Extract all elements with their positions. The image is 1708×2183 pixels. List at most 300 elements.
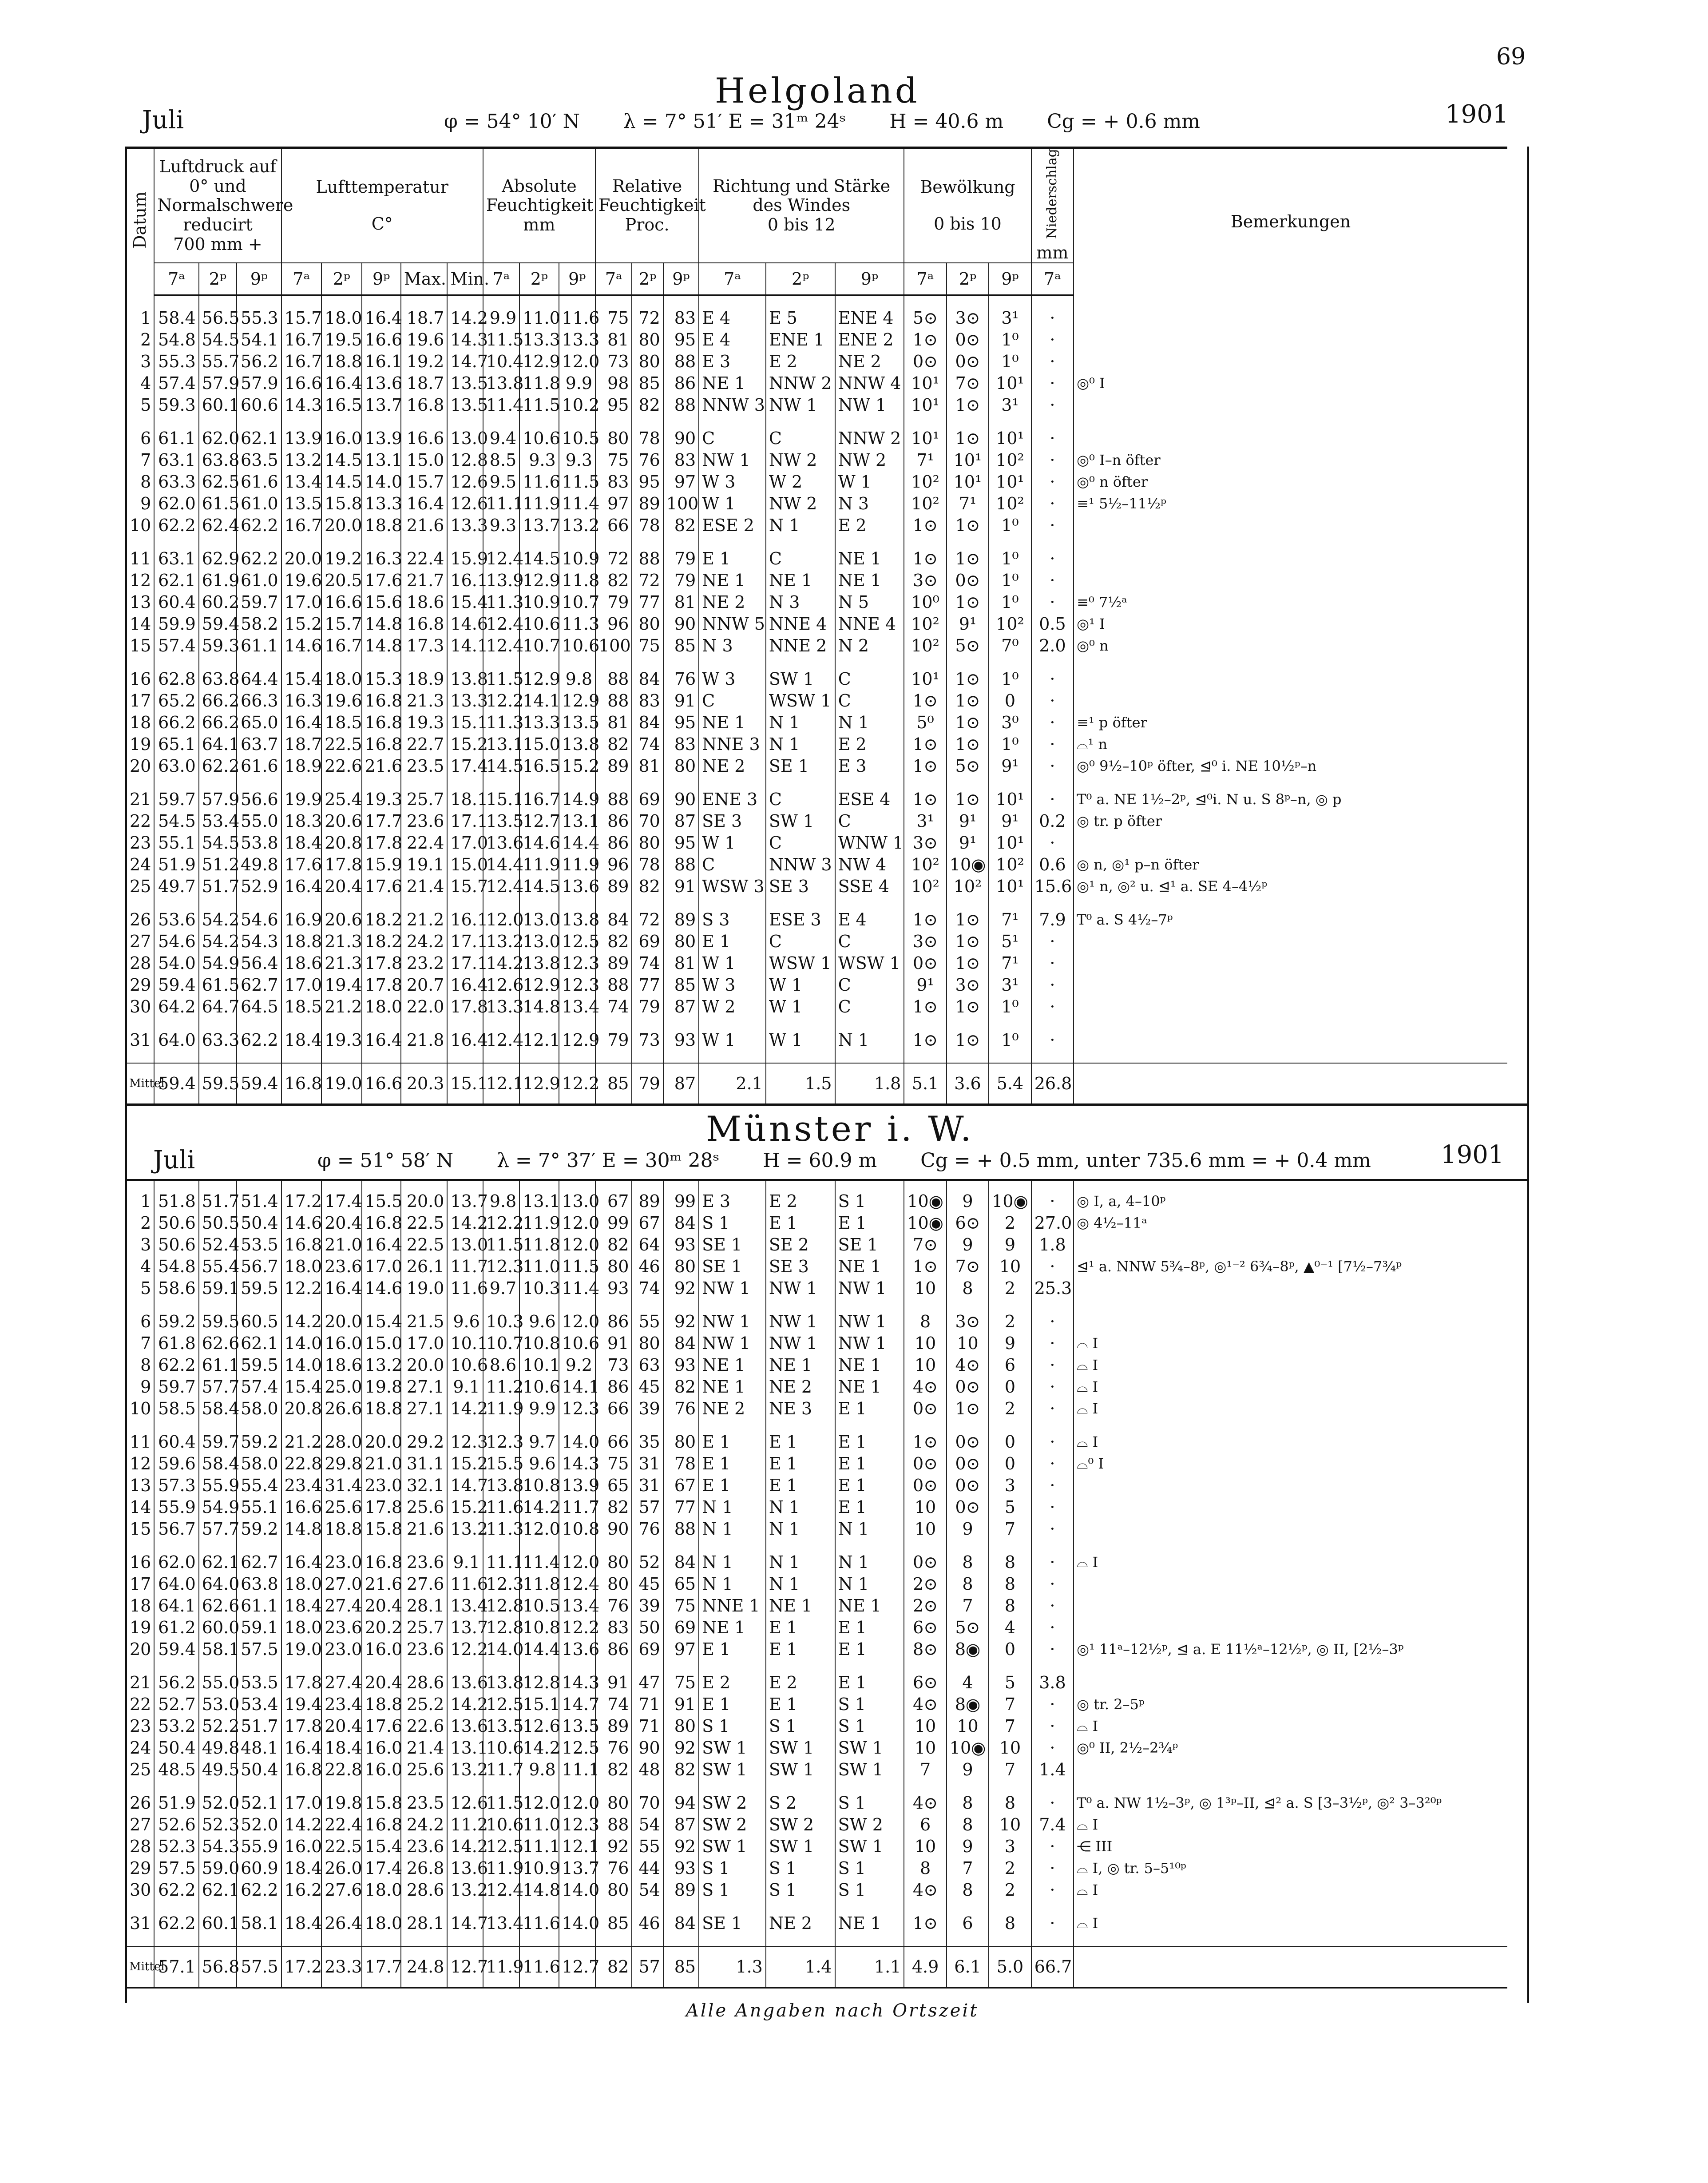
value-cell: 10¹ — [904, 373, 946, 394]
value-cell: SW 1 — [835, 1836, 904, 1858]
day-cell: 18 — [129, 1596, 151, 1615]
remark-cell: ⌓ I, ◎ tr. 5–5¹⁰ᵖ — [1074, 1858, 1507, 1879]
day-cell: 12 — [129, 1454, 151, 1473]
mean-value — [1074, 1063, 1507, 1104]
value-cell: 49.7 — [154, 876, 198, 897]
value-cell: SW 1 — [766, 1737, 835, 1759]
value-cell: 12.2 — [483, 690, 519, 712]
value-cell: 75 — [663, 1595, 699, 1617]
table-row — [127, 789, 1507, 810]
value-cell: 61.6 — [237, 755, 281, 777]
spacer-cell — [595, 416, 632, 428]
value-cell: 54.9 — [199, 953, 237, 974]
value-cell: 19.8 — [321, 1792, 361, 1814]
value-cell: 49.5 — [199, 1759, 237, 1781]
value-cell: 76 — [632, 1518, 663, 1540]
value-cell: 90 — [663, 613, 699, 635]
value-cell: NNE 2 — [766, 635, 835, 657]
value-cell: · — [1031, 1029, 1074, 1051]
value-cell: 13.5 — [559, 1715, 595, 1737]
station-title-helgoland: Helgoland — [715, 71, 920, 111]
value-cell: 62.6 — [199, 1595, 237, 1617]
spacer-cell — [1031, 1299, 1074, 1311]
spacer-cell — [127, 536, 154, 548]
value-cell: 12.3 — [559, 953, 595, 974]
value-cell: 12.0 — [559, 351, 595, 373]
remark-cell: ◎ n, ◎¹ p–n öfter — [1074, 854, 1507, 876]
table-row — [127, 1694, 1507, 1715]
day-cell: 1 — [140, 1191, 151, 1211]
value-cell: 62.1 — [154, 570, 198, 591]
value-cell: 54.5 — [199, 329, 237, 351]
value-cell: 10.6 — [559, 635, 595, 657]
value-cell: 20.6 — [321, 810, 361, 832]
value-cell: 14.1 — [447, 635, 483, 657]
value-cell: 11.3 — [483, 591, 519, 613]
value-cell: 0⊙ — [904, 1552, 946, 1573]
value-cell: 3 — [989, 1475, 1031, 1496]
value-cell: 80 — [663, 1256, 699, 1278]
spacer-cell — [321, 1934, 361, 1946]
day-cell: 4 — [140, 373, 151, 393]
value-cell: 87 — [663, 810, 699, 832]
value-cell: 1⊙ — [947, 591, 989, 613]
value-cell: 7 — [989, 1518, 1031, 1540]
value-cell: 7 — [989, 1694, 1031, 1715]
value-cell: 25.6 — [321, 1496, 361, 1518]
value-cell: NNE 1 — [699, 1595, 766, 1617]
value-cell: 16.4 — [447, 1029, 483, 1051]
value-cell: 1⁰ — [989, 515, 1031, 536]
value-cell: 1⊙ — [904, 329, 946, 351]
header-7a: 7ᵃ — [483, 263, 519, 295]
value-cell: N 3 — [699, 635, 766, 657]
value-cell: 22.5 — [401, 1234, 448, 1256]
value-cell: 13.3 — [447, 515, 483, 536]
value-cell: 12.4 — [483, 635, 519, 657]
value-cell: 20.7 — [401, 974, 448, 996]
value-cell: W 3 — [699, 668, 766, 690]
value-cell: 17.8 — [362, 1496, 401, 1518]
value-cell: 11.4 — [483, 394, 519, 416]
value-cell: 15.2 — [281, 613, 321, 635]
row-spacer — [127, 1018, 1507, 1029]
spacer-cell — [447, 1299, 483, 1311]
value-cell: · — [1031, 1836, 1074, 1858]
value-cell: 53.4 — [237, 1694, 281, 1715]
day-cell: 31 — [129, 1913, 151, 1933]
value-cell: 15.2 — [447, 1496, 483, 1518]
spacer-cell — [835, 295, 904, 308]
value-cell: 92 — [595, 1836, 632, 1858]
value-cell: 52.7 — [154, 1694, 198, 1715]
value-cell: 16.4 — [281, 712, 321, 734]
value-cell: 8◉ — [947, 1639, 989, 1660]
value-cell: 1⊙ — [947, 953, 989, 974]
value-cell: 74 — [632, 953, 663, 974]
value-cell: 93 — [663, 1234, 699, 1256]
value-cell: 13.8 — [559, 909, 595, 931]
value-cell: 62.0 — [154, 1552, 198, 1573]
value-cell: 1⊙ — [947, 515, 989, 536]
table-row — [127, 1191, 1507, 1212]
spacer-cell — [362, 1540, 401, 1552]
value-cell: 29.2 — [401, 1431, 448, 1453]
value-cell: 1⊙ — [904, 1431, 946, 1453]
value-cell: 57.9 — [237, 373, 281, 394]
value-cell: 25.7 — [401, 789, 448, 810]
value-cell: 17.6 — [281, 854, 321, 876]
value-cell: 44 — [632, 1858, 663, 1879]
value-cell: 12.0 — [559, 1311, 595, 1333]
value-cell: 63.5 — [237, 449, 281, 471]
value-cell: 13.4 — [559, 996, 595, 1018]
spacer-cell — [447, 416, 483, 428]
spacer-cell — [362, 1901, 401, 1913]
table-row — [127, 832, 1507, 854]
spacer-cell — [947, 1901, 989, 1913]
value-cell: 0⊙ — [947, 329, 989, 351]
spacer-cell — [154, 295, 198, 308]
value-cell: 14.2 — [519, 1496, 559, 1518]
spacer-cell — [663, 777, 699, 789]
value-cell: SW 1 — [835, 1759, 904, 1781]
value-cell: 9.6 — [447, 1311, 483, 1333]
value-cell: 82 — [595, 1234, 632, 1256]
value-cell: · — [1031, 1694, 1074, 1715]
value-cell: 85 — [595, 1913, 632, 1934]
value-cell: 64.4 — [237, 668, 281, 690]
value-cell: 14.7 — [447, 1475, 483, 1496]
spacer-cell — [281, 295, 321, 308]
value-cell: 62.0 — [154, 493, 198, 515]
day-cell: 8 — [140, 1355, 151, 1375]
value-cell: 17.7 — [362, 810, 401, 832]
value-cell: 11.5 — [559, 471, 595, 493]
value-cell: 10² — [989, 493, 1031, 515]
value-cell: 15.3 — [362, 668, 401, 690]
value-cell: 89 — [663, 909, 699, 931]
row-spacer — [127, 416, 1507, 428]
value-cell: 54.5 — [154, 810, 198, 832]
value-cell: 8 — [947, 1278, 989, 1299]
value-cell: 13.2 — [281, 449, 321, 471]
value-cell: 2 — [989, 1311, 1031, 1333]
value-cell: 11.8 — [519, 1234, 559, 1256]
value-cell: 15.5 — [483, 1453, 519, 1475]
value-cell: 9.5 — [483, 471, 519, 493]
value-cell: N 1 — [699, 1496, 766, 1518]
spacer-cell — [281, 657, 321, 668]
spacer-cell — [362, 1299, 401, 1311]
value-cell: 54.2 — [199, 931, 237, 953]
value-cell: 17.0 — [362, 1256, 401, 1278]
value-cell: 11.8 — [559, 570, 595, 591]
value-cell: 12.5 — [559, 931, 595, 953]
spacer-cell — [904, 1420, 946, 1431]
value-cell: 4 — [947, 1672, 989, 1694]
value-cell: 83 — [663, 449, 699, 471]
spacer-cell — [321, 897, 361, 909]
value-cell: 12.3 — [483, 1573, 519, 1595]
mean-value: 20.3 — [401, 1063, 448, 1104]
mean-value: 5.0 — [989, 1946, 1031, 1988]
value-cell: 27.6 — [321, 1879, 361, 1901]
value-cell: 95 — [632, 471, 663, 493]
value-cell: W 1 — [766, 1029, 835, 1051]
spacer-cell — [904, 1660, 946, 1672]
value-cell: 1⁰ — [989, 734, 1031, 755]
spacer-cell — [519, 1781, 559, 1792]
value-cell: · — [1031, 1354, 1074, 1376]
value-cell: 16.8 — [362, 690, 401, 712]
value-cell: 18.4 — [281, 832, 321, 854]
value-cell: 14.8 — [362, 613, 401, 635]
value-cell: E 1 — [766, 1475, 835, 1496]
value-cell: 15.9 — [362, 854, 401, 876]
value-cell: 15.4 — [362, 1836, 401, 1858]
value-cell: 99 — [595, 1212, 632, 1234]
value-cell: NE 2 — [699, 1398, 766, 1420]
value-cell: 16.9 — [281, 909, 321, 931]
header-9p: 9ᵖ — [559, 263, 595, 295]
value-cell: 81 — [663, 953, 699, 974]
value-cell: 50.4 — [154, 1737, 198, 1759]
value-cell: SW 2 — [699, 1792, 766, 1814]
value-cell: 1⁰ — [989, 570, 1031, 591]
remark-cell — [1074, 394, 1507, 416]
value-cell: 82 — [595, 931, 632, 953]
value-cell: 8 — [989, 1573, 1031, 1595]
value-cell: 53.6 — [154, 909, 198, 931]
day-cell: 8 — [140, 472, 151, 492]
value-cell: NNW 5 — [699, 613, 766, 635]
spacer-cell — [989, 897, 1031, 909]
value-cell: 9 — [947, 1191, 989, 1212]
value-cell: 28.6 — [401, 1672, 448, 1694]
value-cell: 5 — [989, 1496, 1031, 1518]
value-cell: ESE 2 — [699, 515, 766, 536]
coords-helgoland: φ = 54° 10′ N λ = 7° 51′ E = 31ᵐ 24ˢ H = 40.6 m Cg = + 0.6 mm — [444, 110, 1201, 133]
mean-value: 85 — [595, 1063, 632, 1104]
value-cell: N 2 — [835, 635, 904, 657]
day-cell: 10 — [129, 516, 151, 536]
value-cell: 88 — [595, 1814, 632, 1836]
value-cell: NE 1 — [766, 570, 835, 591]
value-cell: 10.9 — [519, 591, 559, 613]
value-cell: E 1 — [699, 548, 766, 570]
value-cell: 13.0 — [519, 931, 559, 953]
value-cell: 15.0 — [447, 854, 483, 876]
value-cell: E 1 — [766, 1639, 835, 1660]
value-cell: 1⊙ — [904, 909, 946, 931]
spacer-cell — [766, 536, 835, 548]
header-2p: 2ᵖ — [199, 263, 237, 295]
spacer-cell — [401, 657, 448, 668]
value-cell: 10.9 — [559, 548, 595, 570]
value-cell: 16.4 — [362, 1234, 401, 1256]
value-cell: 78 — [632, 854, 663, 876]
value-cell: C — [835, 690, 904, 712]
value-cell: 11.5 — [519, 394, 559, 416]
value-cell: 18.0 — [321, 668, 361, 690]
spacer-cell — [447, 1660, 483, 1672]
value-cell: 3⊙ — [947, 307, 989, 329]
value-cell: E 2 — [835, 515, 904, 536]
remark-cell — [1074, 996, 1507, 1018]
value-cell: S 1 — [835, 1715, 904, 1737]
value-cell: 21.4 — [401, 1737, 448, 1759]
value-cell: 13.8 — [483, 1475, 519, 1496]
spacer-cell — [483, 777, 519, 789]
value-cell: 3⁰ — [989, 712, 1031, 734]
header-7a: 7ᵃ — [1031, 263, 1074, 295]
value-cell: 48 — [632, 1759, 663, 1781]
value-cell: 27.6 — [401, 1573, 448, 1595]
value-cell: 62.2 — [154, 1913, 198, 1934]
spacer-cell — [127, 1051, 154, 1063]
value-cell: 10² — [904, 471, 946, 493]
value-cell: 13.6 — [447, 1858, 483, 1879]
value-cell: 10.8 — [519, 1333, 559, 1354]
value-cell: 21.6 — [362, 755, 401, 777]
spacer-cell — [1074, 1934, 1507, 1946]
value-cell: 14.2 — [447, 1694, 483, 1715]
value-cell: 21.5 — [401, 1311, 448, 1333]
spacer-cell — [447, 1934, 483, 1946]
value-cell: 66 — [595, 1398, 632, 1420]
value-cell: · — [1031, 668, 1074, 690]
value-cell: 21.2 — [401, 909, 448, 931]
value-cell: 76 — [595, 1858, 632, 1879]
value-cell: 14.2 — [447, 1836, 483, 1858]
table-row — [127, 1212, 1507, 1234]
value-cell: 54.6 — [154, 931, 198, 953]
value-cell: 14.0 — [559, 1913, 595, 1934]
weather-table — [127, 1179, 1507, 1989]
value-cell: 12.8 — [483, 1595, 519, 1617]
value-cell: 13.3 — [519, 712, 559, 734]
value-cell: 11.6 — [519, 471, 559, 493]
value-cell: 7¹ — [904, 449, 946, 471]
mean-value: 59.4 — [237, 1063, 281, 1104]
value-cell: 67 — [632, 1212, 663, 1234]
value-cell: 17.1 — [447, 931, 483, 953]
spacer-cell — [559, 1018, 595, 1029]
table-row — [127, 876, 1507, 897]
value-cell: 17.1 — [447, 810, 483, 832]
value-cell: 0 — [989, 1431, 1031, 1453]
spacer-cell — [947, 1299, 989, 1311]
value-cell: 7.9 — [1031, 909, 1074, 931]
value-cell: 16.5 — [321, 394, 361, 416]
value-cell: 19.6 — [321, 690, 361, 712]
value-cell: 15.1 — [519, 1694, 559, 1715]
value-cell: 82 — [632, 876, 663, 897]
value-cell: 59.7 — [237, 591, 281, 613]
value-cell: 83 — [663, 734, 699, 755]
value-cell: 16.6 — [401, 428, 448, 449]
value-cell: NE 2 — [699, 755, 766, 777]
value-cell: 52.3 — [199, 1814, 237, 1836]
value-cell: 9 — [947, 1518, 989, 1540]
spacer-cell — [237, 295, 281, 308]
value-cell: 16.8 — [362, 1814, 401, 1836]
spacer-cell — [483, 1540, 519, 1552]
value-cell: 14.5 — [519, 876, 559, 897]
value-cell: NW 2 — [766, 449, 835, 471]
value-cell: 14.9 — [559, 789, 595, 810]
value-cell: 50.4 — [237, 1759, 281, 1781]
value-cell: 91 — [663, 1694, 699, 1715]
value-cell: 27.0 — [321, 1573, 361, 1595]
value-cell: 9 — [947, 1836, 989, 1858]
spacer-cell — [835, 536, 904, 548]
day-cell: 11 — [129, 1432, 151, 1452]
value-cell: 3 — [989, 1836, 1031, 1858]
value-cell: 53.0 — [199, 1694, 237, 1715]
value-cell: 1⁰ — [989, 996, 1031, 1018]
value-cell: 51.7 — [199, 1191, 237, 1212]
value-cell: 1⊙ — [904, 515, 946, 536]
spacer-cell — [559, 1781, 595, 1792]
spacer-cell — [199, 1934, 237, 1946]
value-cell: C — [699, 690, 766, 712]
value-cell: E 1 — [699, 1639, 766, 1660]
value-cell: 17.8 — [321, 854, 361, 876]
row-spacer — [127, 657, 1507, 668]
value-cell: 59.4 — [154, 1639, 198, 1660]
value-cell: 75 — [595, 1453, 632, 1475]
value-cell: 53.4 — [199, 810, 237, 832]
value-cell: 17.1 — [447, 953, 483, 974]
value-cell: SE 2 — [766, 1234, 835, 1256]
value-cell: 19.2 — [401, 351, 448, 373]
mean-value: 6.1 — [947, 1946, 989, 1988]
value-cell: 16.7 — [321, 635, 361, 657]
value-cell: S 1 — [766, 1879, 835, 1901]
header-datum: Datum — [130, 191, 150, 249]
value-cell: 10.1 — [447, 1333, 483, 1354]
table-row — [127, 570, 1507, 591]
value-cell: 8⊙ — [904, 1639, 946, 1660]
spacer-cell — [835, 1420, 904, 1431]
value-cell: 1⁰ — [989, 591, 1031, 613]
value-cell: 0 — [989, 1376, 1031, 1398]
spacer-cell — [663, 1299, 699, 1311]
table-row — [127, 493, 1507, 515]
value-cell: 75 — [632, 635, 663, 657]
value-cell: 65.2 — [154, 690, 198, 712]
value-cell: 64.0 — [199, 1573, 237, 1595]
spacer-cell — [519, 295, 559, 308]
remark-cell: ⌓ I — [1074, 1376, 1507, 1398]
value-cell: 15.4 — [362, 1311, 401, 1333]
value-cell: 91 — [595, 1333, 632, 1354]
value-cell: 13.4 — [281, 471, 321, 493]
value-cell: 56.5 — [199, 307, 237, 329]
value-cell: 16.8 — [281, 1759, 321, 1781]
value-cell: 18.0 — [362, 1879, 401, 1901]
value-cell: 16.4 — [447, 974, 483, 996]
value-cell: C — [766, 428, 835, 449]
value-cell: 0⊙ — [947, 1376, 989, 1398]
value-cell: 1⊙ — [904, 1913, 946, 1934]
value-cell: 14.0 — [281, 1333, 321, 1354]
table-row — [127, 1311, 1507, 1333]
value-cell: · — [1031, 515, 1074, 536]
spacer-cell — [904, 1051, 946, 1063]
